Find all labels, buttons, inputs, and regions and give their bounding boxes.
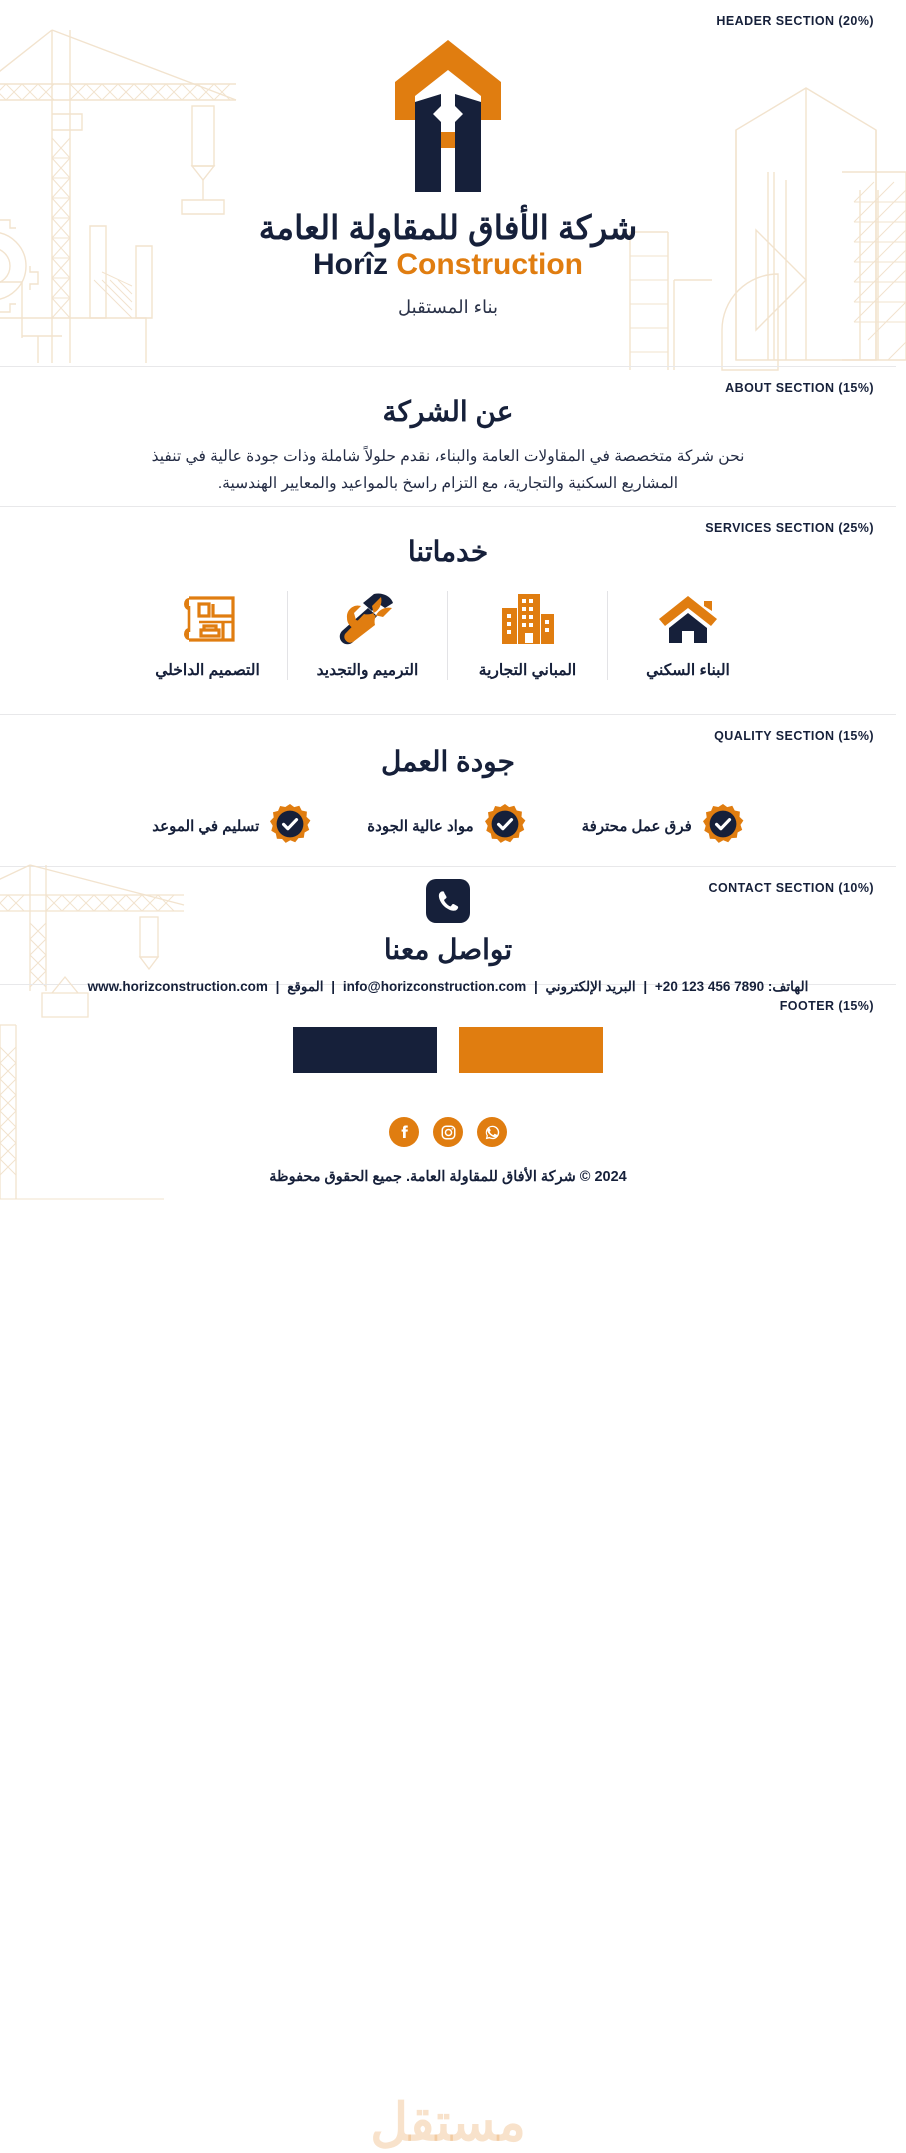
brand-name-en-secondary: Construction xyxy=(396,248,583,282)
email-value[interactable]: info@horizconstruction.com xyxy=(342,978,527,994)
quality-item-on-time-delivery[interactable] xyxy=(152,803,311,850)
house-icon xyxy=(657,591,719,647)
website-value[interactable]: www.horizconstruction.com xyxy=(87,978,268,994)
quality-item-label: تسليم في الموعد xyxy=(152,818,260,836)
quality-section-tag: QUALITY SECTION (15%) xyxy=(714,729,874,743)
check-badge-icon xyxy=(702,803,744,850)
navy-swatch xyxy=(293,1027,437,1073)
brand-tagline: بناء المستقبل xyxy=(398,296,498,317)
services-section xyxy=(0,506,896,714)
about-title: عن الشركة xyxy=(382,396,514,427)
service-card-renovation[interactable] xyxy=(288,591,448,680)
quality-items-row xyxy=(0,803,896,850)
office-buildings-icon xyxy=(498,591,558,647)
instagram-icon[interactable] xyxy=(433,1117,463,1147)
brand-logo-block xyxy=(0,0,896,318)
service-label: التصميم الداخلي xyxy=(155,661,260,679)
about-body-text: نحن شركة متخصصة في المقاولات العامة والبناء، نقدم حلولاً شاملة وذات جودة عالية في تنفيذ المشاريع السكنية والتجارية، مع التزام راسخ بالمواعيد والمعايير الهندسية. xyxy=(151,447,745,492)
marketplace-watermark: مستقل xyxy=(370,2094,526,2152)
quality-title: جودة العمل xyxy=(381,746,515,777)
service-label: المباني التجارية xyxy=(478,661,577,679)
brand-color-swatches xyxy=(0,985,896,1073)
email-label: البريد الإلكتروني xyxy=(545,978,636,994)
arch-building-logo-icon xyxy=(393,36,503,196)
brand-name-english xyxy=(313,248,583,283)
hammer-wrench-icon xyxy=(337,591,399,647)
contact-title: تواصل معنا xyxy=(383,934,513,965)
contact-section-tag: CONTACT SECTION (10%) xyxy=(708,881,874,895)
contact-section xyxy=(0,866,896,994)
check-badge-icon xyxy=(484,803,526,850)
header-section xyxy=(0,0,896,366)
quality-item-label: فرق عمل محترفة xyxy=(581,818,692,836)
brand-name-arabic: شركة الأفاق للمقاولة العامة xyxy=(258,209,638,246)
copyright-text: 2024 © شركة الأفاق للمقاولة العامة. جميع الحقوق محفوظة xyxy=(269,1169,627,1185)
services-section-tag: SERVICES SECTION (25%) xyxy=(705,521,874,535)
quality-item-label: مواد عالية الجودة xyxy=(367,818,474,836)
contact-content xyxy=(0,879,896,995)
about-section xyxy=(0,366,896,506)
service-card-commercial[interactable] xyxy=(448,591,608,680)
quality-section xyxy=(0,714,896,866)
header-section-tag: HEADER SECTION (20%) xyxy=(716,14,874,28)
footer-section-tag: FOOTER (15%) xyxy=(779,999,874,1013)
service-label: البناء السكني xyxy=(646,661,730,679)
quality-item-professional-teams[interactable] xyxy=(582,803,744,850)
whatsapp-icon[interactable] xyxy=(477,1117,507,1147)
orange-swatch xyxy=(459,1027,603,1073)
separator: | xyxy=(275,978,280,994)
services-title: خدماتنا xyxy=(407,536,489,567)
separator: | xyxy=(331,978,336,994)
brand-name-en-primary: Horîz xyxy=(313,248,388,282)
phone-value[interactable]: +20 123 456 7890 xyxy=(654,978,765,994)
blueprint-plan-icon xyxy=(177,591,239,647)
phone-icon xyxy=(426,879,470,923)
social-links-row xyxy=(0,1117,896,1147)
service-card-residential[interactable] xyxy=(608,591,768,680)
separator: | xyxy=(643,978,648,994)
check-badge-icon xyxy=(269,803,311,850)
service-label: الترميم والتجديد xyxy=(316,661,419,679)
service-card-interior-design[interactable] xyxy=(128,591,288,680)
separator: | xyxy=(534,978,538,994)
website-label: الموقع xyxy=(287,978,324,994)
phone-label: الهاتف: xyxy=(767,978,809,994)
footer-section xyxy=(0,984,896,2152)
services-grid xyxy=(0,591,896,680)
quality-item-high-quality-materials[interactable] xyxy=(367,803,525,850)
about-section-tag: ABOUT SECTION (15%) xyxy=(725,381,874,395)
facebook-icon[interactable] xyxy=(389,1117,419,1147)
